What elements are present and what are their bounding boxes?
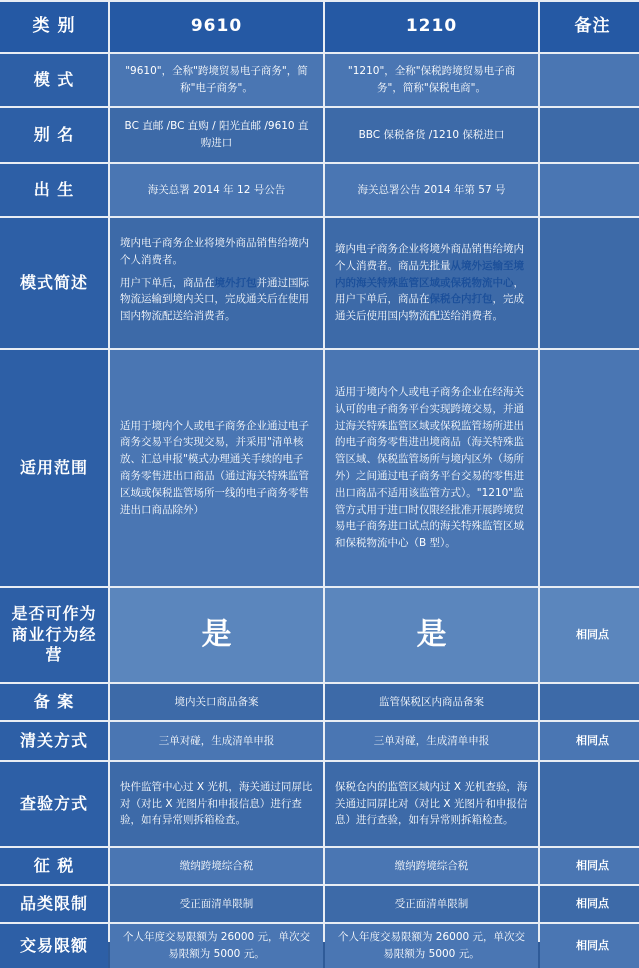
note-alias xyxy=(540,108,639,162)
cell-filing-1210: 监管保税区内商品备案 xyxy=(325,684,538,720)
header-note: 备注 xyxy=(540,2,639,52)
row-label-filing: 备 案 xyxy=(0,684,108,720)
row-label-tax: 征 税 xyxy=(0,848,108,884)
row-label-commercial: 是否可作为商业行为经营 xyxy=(0,588,108,682)
row-label-summary: 模式简述 xyxy=(0,218,108,348)
note-mode xyxy=(540,54,639,106)
cell-mode-1210: "1210"，全称"保税跨境贸易电子商务"，简称"保税电商"。 xyxy=(325,54,538,106)
highlight-overseas-packing: 境外打包 xyxy=(214,276,257,289)
cell-trade-limit-1210: 个人年度交易限额为 26000 元，单次交易限额为 5000 元。 xyxy=(325,924,538,968)
cell-mode-9610: "9610"，全称"跨境贸易电子商务"，简称"电子商务"。 xyxy=(110,54,323,106)
cell-commercial-9610: 是 xyxy=(110,588,323,682)
note-trade-limit: 相同点 xyxy=(540,924,639,968)
cell-clearance-9610: 三单对碰，生成清单申报 xyxy=(110,722,323,760)
note-filing xyxy=(540,684,639,720)
cell-tax-9610: 缴纳跨境综合税 xyxy=(110,848,323,884)
cell-filing-9610: 境内关口商品备案 xyxy=(110,684,323,720)
cell-alias-9610: BC 直邮 /BC 直购 / 阳光直邮 /9610 直购进口 xyxy=(110,108,323,162)
note-inspection xyxy=(540,762,639,846)
cell-origin-1210: 海关总署公告 2014 年第 57 号 xyxy=(325,164,538,216)
note-origin xyxy=(540,164,639,216)
summary-9610-para2: 用户下单后，商品在境外打包并通过国际物流运输到境内关口，完成通关后在使用国内物流配送给消费者。 xyxy=(120,276,309,323)
cell-clearance-1210: 三单对碰，生成清单申报 xyxy=(325,722,538,760)
cell-scope-1210: 适用于境内个人或电子商务企业在经海关认可的电子商务平台实现跨境交易，并通过海关特殊监管区域或保税监管场所进出的电子商务零售进出境商品（海关特殊监管区域、保税监管场所与境内区外（场所外）之间通过电子商务平台交易的零售进出口商品不适用该监管方式）。"1210"监管方式用于进口时仅限经批准开展跨境贸易电子商务进口试点的海关特殊监管区域和保税物流中心（B 型）。 xyxy=(325,350,538,586)
row-label-scope: 适用范围 xyxy=(0,350,108,586)
cell-tax-1210: 缴纳跨境综合税 xyxy=(325,848,538,884)
cell-category-limit-1210: 受正面清单限制 xyxy=(325,886,538,922)
cell-alias-1210: BBC 保税备货 /1210 保税进口 xyxy=(325,108,538,162)
note-summary xyxy=(540,218,639,348)
cell-origin-9610: 海关总署 2014 年 12 号公告 xyxy=(110,164,323,216)
cell-inspection-9610: 快件监管中心过 X 光机，海关通过同屏比对（对比 X 光图片和申报信息）进行查验，如有异常则拆箱检查。 xyxy=(110,762,323,846)
row-label-mode: 模 式 xyxy=(0,54,108,106)
note-scope xyxy=(540,350,639,586)
row-label-alias: 别 名 xyxy=(0,108,108,162)
row-label-clearance: 清关方式 xyxy=(0,722,108,760)
note-tax: 相同点 xyxy=(540,848,639,884)
header-1210: 1210 xyxy=(325,2,538,52)
cell-inspection-1210: 保税仓内的监管区域内过 X 光机查验，海关通过同屏比对（对比 X 光图片和申报信息）进行查验，如有异常则拆箱检查。 xyxy=(325,762,538,846)
header-category: 类 别 xyxy=(0,2,108,52)
header-9610: 9610 xyxy=(110,2,323,52)
row-label-trade-limit: 交易限额 xyxy=(0,924,108,968)
row-label-category-limit: 品类限制 xyxy=(0,886,108,922)
row-label-origin: 出 生 xyxy=(0,164,108,216)
cell-commercial-1210: 是 xyxy=(325,588,538,682)
cell-summary-1210: 境内电子商务企业将境外商品销售给境内个人消费者。商品先批量从境外运输至境内的海关特殊监管区域或保税物流中心，用户下单后，商品在保税仓内打包，完成通关后使用国内物流配送给消费者。 xyxy=(325,218,538,348)
highlight-bonded-packing: 保税仓内打包 xyxy=(429,293,493,306)
note-commercial: 相同点 xyxy=(540,588,639,682)
cell-summary-9610 xyxy=(110,218,323,348)
note-clearance: 相同点 xyxy=(540,722,639,760)
row-label-inspection: 查验方式 xyxy=(0,762,108,846)
highlight-bonded-transport: 从境外运输至境内的海关特殊监管区域或保税物流中心 xyxy=(335,259,524,289)
summary-9610-para1: 境内电子商务企业将境外商品销售给境内个人消费者。 xyxy=(120,237,309,266)
cell-category-limit-9610: 受正面清单限制 xyxy=(110,886,323,922)
cell-trade-limit-9610: 个人年度交易限额为 26000 元，单次交易限额为 5000 元。 xyxy=(110,924,323,968)
note-category-limit: 相同点 xyxy=(540,886,639,922)
cell-scope-9610: 适用于境内个人或电子商务企业通过电子商务交易平台实现交易，并采用"清单核放、汇总申报"模式办理通关手续的电子商务零售进出口商品（通过海关特殊监管区域或保税监管场所一线的电子商务零售进出口商品除外） xyxy=(110,350,323,586)
